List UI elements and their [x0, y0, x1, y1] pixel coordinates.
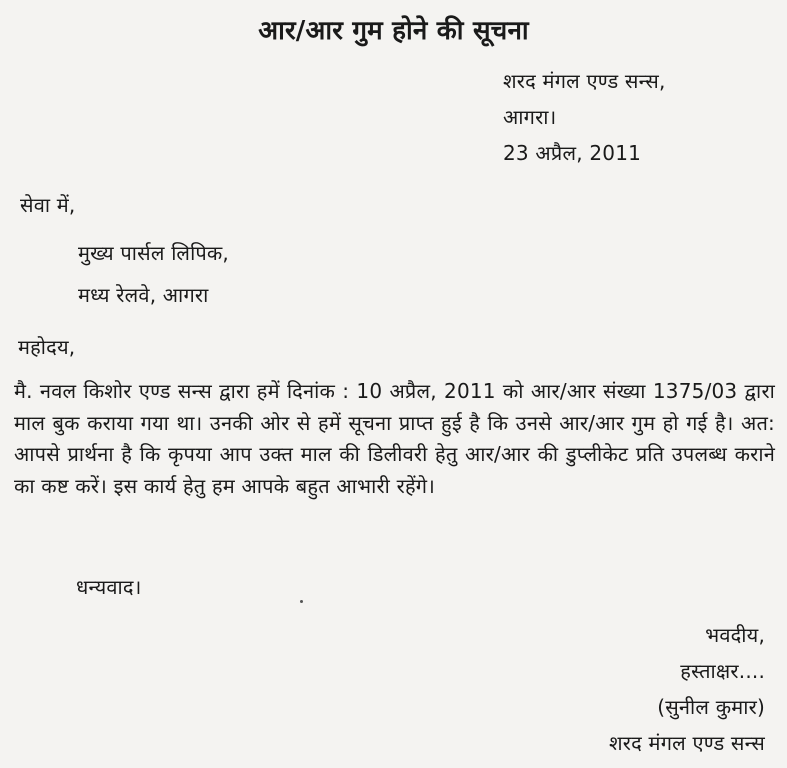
thanks-line: धन्यवाद।	[76, 575, 142, 599]
letter-date: 23 अप्रैल, 2011	[503, 141, 642, 165]
sender-name: शरद मंगल एण्ड सन्स,	[503, 69, 666, 93]
to-label: सेवा में,	[20, 193, 76, 217]
letter-title: आर/आर गुम होने की सूचना	[258, 16, 529, 46]
letter-body: मै. नवल किशोर एण्ड सन्स द्वारा हमें दिनांक : 10 अप्रैल, 2011 को आर/आर संख्या 1375/03 द्वारा माल बुक कराया गया था। उनकी ओर से हमें सूचना प्राप्त हुई है कि उनसे आर/आर गुम हो गई है। अत: आपसे प्रार्थना है कि कृपया आप उक्त माल की डिलीवरी हेतु आर/आर की डुप्लीकेट प्रति उपलब्ध कराने का कष्ट करें। इस कार्य हेतु हम आपके बहुत आभारी रहेंगे।	[14, 379, 775, 498]
signer-firm: शरद मंगल एण्ड सन्स	[609, 731, 765, 755]
closing-yours: भवदीय,	[705, 623, 765, 647]
paper-speck	[300, 600, 303, 603]
recipient-designation: मुख्य पार्सल लिपिक,	[78, 241, 229, 265]
closing-signature: हस्ताक्षर....	[680, 659, 765, 683]
recipient-address: मध्य रेलवे, आगरा	[78, 283, 209, 307]
salutation: महोदय,	[18, 335, 76, 359]
signer-name: (सुनील कुमार)	[657, 695, 765, 719]
sender-city: आगरा।	[503, 105, 557, 129]
